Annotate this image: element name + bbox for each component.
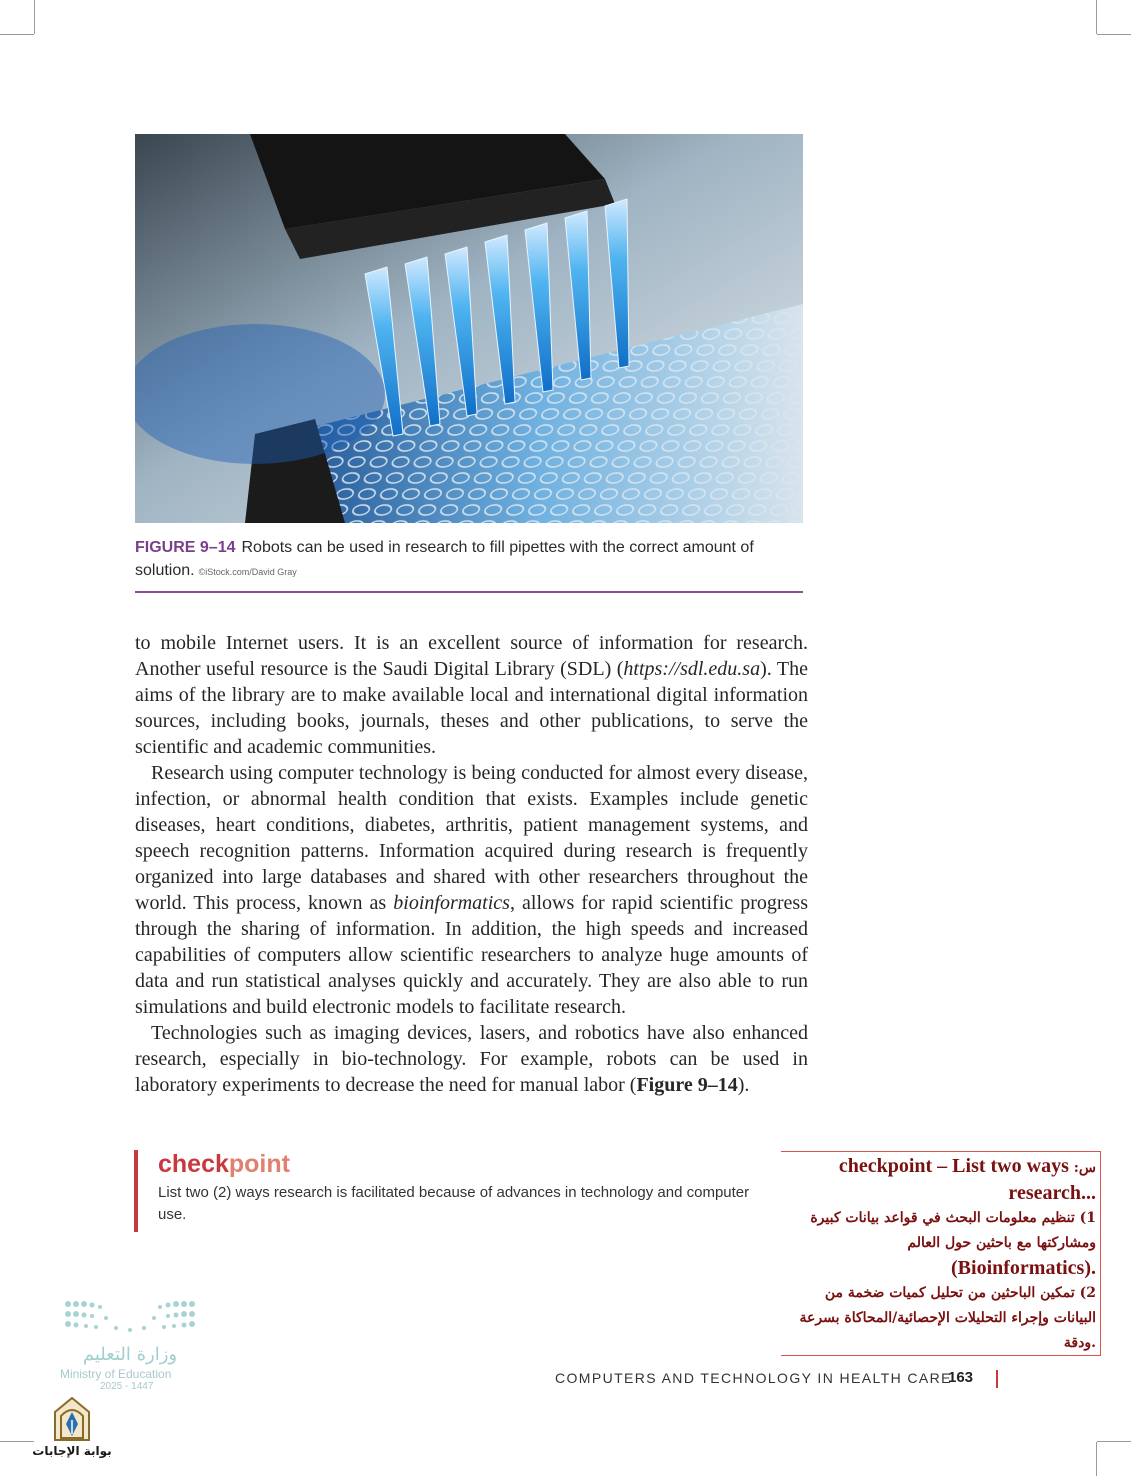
crop-mark: [1096, 0, 1097, 34]
crop-mark: [1097, 1441, 1131, 1442]
figure-caption: [135, 536, 807, 584]
question-en: checkpoint – List two ways: [838, 1155, 1069, 1177]
paragraph: [135, 630, 808, 760]
key-term: bioinformatics: [393, 892, 510, 914]
crop-mark: [1096, 1442, 1097, 1476]
paragraph-text: to mobile Internet users. It is an excellent source of information for research. Another useful resource is the Saudi Digital Library (SDL) (: [135, 632, 808, 680]
paragraph: [135, 1020, 808, 1098]
portal-logo[interactable]: [30, 1396, 114, 1458]
crop-mark: [34, 0, 35, 34]
pen-nib-icon: [49, 1396, 95, 1446]
running-footer: COMPUTERS AND TECHNOLOGY IN HEALTH CARE: [555, 1370, 952, 1386]
answer-box: [781, 1151, 1101, 1356]
ministry-dots-icon: [60, 1296, 200, 1336]
answer-2: 2) تمكين الباحثين من تحليل كميات ضخمة من: [824, 1285, 1096, 1301]
checkpoint-title: [158, 1150, 754, 1178]
page-number: 163: [948, 1369, 974, 1386]
paragraph-text: ).: [737, 1074, 750, 1096]
page-marker: [996, 1370, 998, 1388]
crop-mark: [0, 1441, 34, 1442]
paragraph-text: ). The aims of the library are to make available local and international digital information sources, including books, journals, theses and other publications, to serve the scientific and academic communities.: [135, 658, 808, 758]
question-prefix: س:: [1068, 1160, 1096, 1176]
paragraph-text: , allows for rapid scientific progress through the sharing of information. In addition, the high speeds and increased capabilities of computers allow scientific researchers to analyze huge amounts of data and run statistical analyses quickly and accurately. They are also able to run simulations and build electronic models to facilitate research.: [135, 892, 808, 1018]
crop-mark: [1097, 34, 1131, 35]
answer-1c: .(Bioinformatics): [951, 1257, 1096, 1279]
answer-1: 1) تنظيم معلومات البحث في قواعد بيانات كبيرة: [810, 1210, 1096, 1226]
figure-label: FIGURE 9–14: [135, 539, 236, 556]
answer-1b: ومشاركتها مع باحثين حول العالم: [907, 1235, 1096, 1251]
answer-2c: .ودقة: [1063, 1335, 1096, 1351]
sdl-link[interactable]: https://sdl.edu.sa: [623, 658, 761, 680]
answer-question: [787, 1154, 1096, 1181]
checkpoint-title-b: point: [228, 1150, 290, 1178]
checkpoint-question: List two (2) ways research is facilitated because of advances in technology and computer use.: [158, 1184, 750, 1223]
checkpoint-title-a: check: [158, 1150, 229, 1178]
caption-divider: [135, 591, 803, 593]
figure-reference[interactable]: Figure 9–14: [636, 1074, 738, 1096]
crop-mark: [0, 34, 34, 35]
ministry-name-en: Ministry of Education: [60, 1367, 172, 1381]
answer-2b: البيانات وإجراء التحليلات الإحصائية/المحاكاة بسرعة: [799, 1310, 1096, 1326]
checkpoint-box: [134, 1150, 754, 1232]
figure-photo: [135, 134, 803, 523]
ministry-year: 2025 - 1447: [100, 1381, 154, 1392]
portal-name: بوابة الإجابات: [32, 1444, 112, 1458]
photo-credit: ©iStock.com/David Gray: [198, 567, 297, 577]
paragraph: [135, 760, 808, 1020]
body-text: [135, 630, 808, 1098]
caption-text: Robots can be used in research to fill pipettes with the correct amount of solution.: [135, 539, 754, 579]
paragraph-text: Technologies such as imaging devices, lasers, and robotics have also enhanced research, especially in bio-technology. For example, robots can be used in laboratory experiments to decrease the need for manual labor (: [135, 1022, 808, 1096]
ministry-name-ar: وزارة التعليم: [82, 1344, 178, 1365]
paragraph-text: Research using computer technology is being conducted for almost every disease, infection, or abnormal health condition that exists. Examples include genetic diseases, heart conditions, diabetes, arthritis, patient management systems, and speech recognition patterns. Information acquired during research is frequently organized into large databases and shared with other researchers throughout the world. This process, known as: [135, 762, 808, 914]
ministry-watermark: [60, 1296, 210, 1392]
answer-question-cont: ...research: [1008, 1182, 1096, 1204]
